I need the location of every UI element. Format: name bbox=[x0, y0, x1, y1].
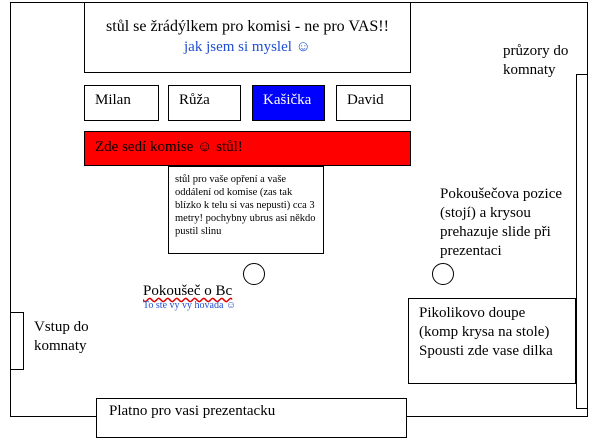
name-label: Kašička bbox=[263, 92, 312, 108]
pikolik-box-label: Pikolikovo doupe (komp krysa na stole) Spousti zde vase dilka bbox=[419, 305, 553, 359]
name-box-kasicka bbox=[252, 85, 325, 121]
entrance-label: Vstup do komnaty bbox=[34, 319, 89, 354]
student-table-note-text: stůl pro vaše opření a vaše oddálení od komise (zas tak blízko k telu si vas nepusti) cca 3 metry! pochybny ubrus asi někdo pustil slinu bbox=[175, 174, 316, 237]
pokousec-position-label: Pokoušečova pozice (stojí) a krysou prehazuje slide při prezentaci bbox=[440, 186, 563, 259]
commission-bar bbox=[84, 131, 411, 166]
name-box-milan bbox=[84, 85, 159, 121]
windows-strip bbox=[576, 74, 588, 409]
name-label: Růža bbox=[179, 92, 210, 108]
name-box-david bbox=[336, 85, 411, 121]
pokousec-marker bbox=[432, 263, 454, 285]
commission-table-line2: jak jsem si myslel ☺ bbox=[184, 39, 311, 55]
student-table-note bbox=[168, 166, 324, 254]
name-box-ruza bbox=[168, 85, 241, 121]
entrance-door bbox=[10, 312, 24, 370]
name-label: Milan bbox=[95, 92, 131, 108]
commission-food-table bbox=[84, 2, 411, 73]
projection-screen bbox=[96, 398, 407, 438]
pokousec-bc-marker bbox=[243, 263, 265, 285]
projection-screen-label: Platno pro vasi prezentacku bbox=[109, 403, 276, 419]
pokousec-bc-label: Pokoušeč o Bc bbox=[143, 283, 233, 299]
name-label: David bbox=[347, 92, 384, 108]
windows-label: průzory do komnaty bbox=[503, 43, 569, 78]
pikolik-box bbox=[408, 298, 576, 384]
commission-table-line1: stůl se žrádýlkem pro komisi - ne pro VAS!! bbox=[106, 18, 389, 35]
pokousec-bc-sub: To ste vy vy hovada ☺ bbox=[143, 300, 237, 311]
commission-bar-label: Zde sedí komise ☺ stůl! bbox=[95, 139, 243, 155]
